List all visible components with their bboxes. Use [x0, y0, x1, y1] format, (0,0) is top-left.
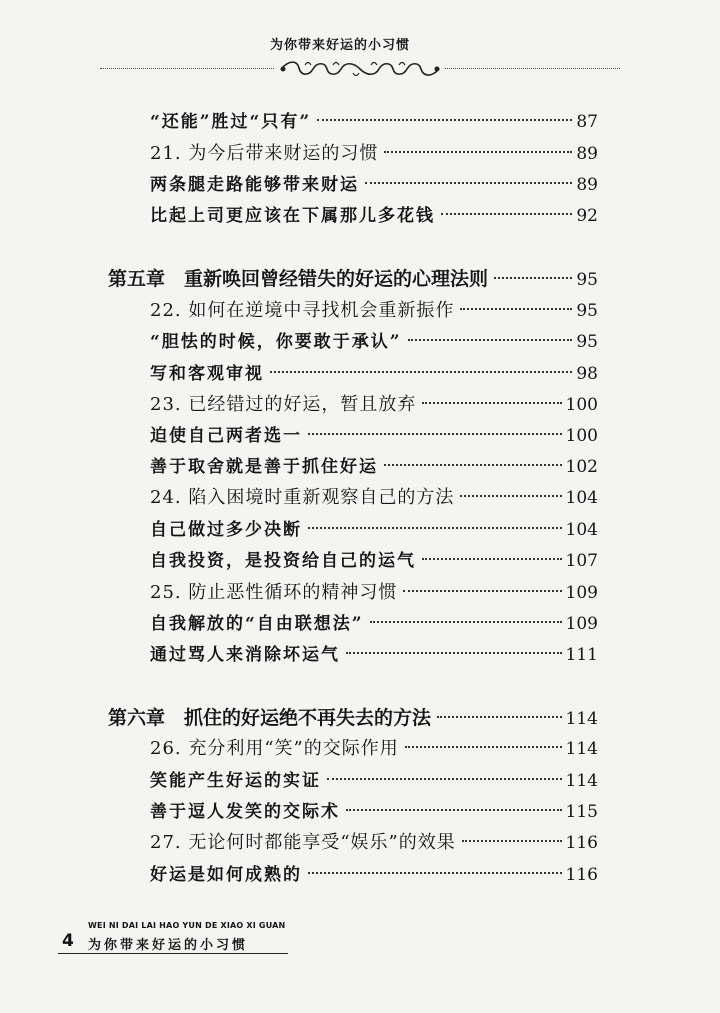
toc-chapter-entry[interactable] [108, 705, 598, 731]
toc-entry-page: 92 [576, 206, 598, 226]
toc-entry-page: 116 [565, 865, 598, 885]
toc-entry-page: 115 [565, 802, 598, 822]
dot-leader [308, 527, 562, 529]
toc-chapter-title: 第五章 重新唤回曾经错失的好运的心理法则 [108, 268, 489, 290]
dot-leader [462, 840, 562, 842]
toc-entry[interactable] [150, 517, 598, 543]
toc-entry-title: 两条腿走路能够带来财运 [150, 175, 359, 195]
dot-leader [405, 746, 562, 748]
dot-leader [494, 277, 572, 279]
toc-entry-page: 109 [565, 614, 598, 634]
dot-leader [365, 182, 572, 184]
toc-entry-page: 114 [565, 771, 598, 791]
toc-entry-title: 自我投资，是投资给自己的运气 [150, 551, 416, 571]
toc-entry[interactable] [150, 203, 598, 229]
toc-entry-page: 102 [565, 457, 598, 477]
toc-entry[interactable] [150, 485, 598, 511]
toc-entry[interactable] [150, 329, 598, 355]
footer-rule [58, 953, 288, 954]
dot-leader [270, 371, 572, 373]
toc-entry-title: 24. 陷入困境时重新观察自己的方法 [150, 487, 455, 508]
dot-leader [346, 652, 562, 654]
dot-leader [422, 402, 561, 404]
toc-entry-title: 比起上司更应该在下属那儿多花钱 [150, 206, 435, 226]
toc-entry-page: 107 [565, 551, 598, 571]
toc-entry-title: 自己做过多少决断 [150, 520, 302, 540]
toc-entry-title: 25. 防止恶性循环的精神习惯 [150, 582, 398, 603]
toc-entry[interactable] [150, 172, 598, 198]
toc-entry-title: 通过骂人来消除坏运气 [150, 645, 340, 665]
dot-leader [346, 809, 562, 811]
toc-entry-page: 98 [576, 364, 598, 384]
toc-entry[interactable] [150, 611, 598, 637]
footer-page-number: 4 [62, 931, 74, 951]
toc-entry-page: 104 [565, 520, 598, 540]
running-header-title: 为你带来好运的小习惯 [269, 38, 410, 53]
toc-entry-title: 21. 为今后带来财运的习惯 [150, 143, 379, 164]
toc-entry-page: 87 [576, 112, 598, 132]
toc-entry[interactable] [150, 141, 598, 167]
toc-chapter-entry[interactable] [108, 266, 598, 292]
toc-entry[interactable] [150, 799, 598, 825]
dot-leader [460, 495, 561, 497]
toc-entry-title: 写和客观审视 [150, 364, 264, 384]
dot-leader [403, 590, 561, 592]
toc-entry[interactable] [150, 580, 598, 606]
toc-entry-title: “还能”胜过“只有” [150, 112, 312, 132]
toc-entry[interactable] [150, 768, 598, 794]
toc-entry-title: 23. 已经错过的好运，暂且放弃 [150, 394, 417, 415]
toc-entry[interactable] [150, 862, 598, 888]
toc-entry-page: 114 [565, 709, 598, 729]
toc-entry-page: 100 [565, 395, 598, 415]
toc-entry-title: 27. 无论何时都能享受“娱乐”的效果 [150, 832, 456, 853]
toc-entry[interactable] [150, 109, 598, 135]
toc-entry[interactable] [150, 736, 598, 762]
dot-leader [308, 872, 562, 874]
dot-leader [384, 464, 562, 466]
toc-entry[interactable] [150, 298, 598, 324]
dot-leader [327, 778, 562, 780]
dot-leader [408, 339, 573, 341]
toc-entry[interactable] [150, 548, 598, 574]
toc-entry[interactable] [150, 642, 598, 668]
toc-entry[interactable] [150, 392, 598, 418]
toc-entry-page: 116 [565, 833, 598, 853]
toc-entry-title: 26. 充分利用“笑”的交际作用 [150, 738, 399, 759]
toc-entry-page: 89 [576, 144, 598, 164]
toc-entry-page: 104 [565, 488, 598, 508]
toc-chapter-title: 第六章 抓住的好运绝不再失去的方法 [108, 707, 432, 729]
dot-leader [460, 308, 572, 310]
toc-entry-title: 迫使自己两者选一 [150, 426, 302, 446]
toc-entry-page: 109 [565, 583, 598, 603]
dot-leader [308, 433, 562, 435]
dot-leader [384, 151, 572, 153]
dot-leader [317, 119, 572, 121]
toc-entry-title: 22. 如何在逆境中寻找机会重新振作 [150, 300, 455, 321]
toc-entry-title: 好运是如何成熟的 [150, 865, 302, 885]
toc-entry[interactable] [150, 423, 598, 449]
toc-entry-page: 95 [576, 332, 598, 352]
toc-entry-page: 111 [565, 645, 598, 665]
toc-entry-page: 100 [565, 426, 598, 446]
footer-book-title: 为你带来好运的小习惯 [88, 938, 249, 953]
dot-leader [370, 621, 562, 623]
dot-leader [437, 716, 562, 718]
toc-entry-title: 笑能产生好运的实证 [150, 771, 321, 791]
dot-leader [422, 558, 562, 560]
toc-entry-page: 95 [576, 301, 598, 321]
toc-entry-page: 114 [565, 739, 598, 759]
toc-entry-title: 善于逗人发笑的交际术 [150, 802, 340, 822]
footer-romanization: WEI NI DAI LAI HAO YUN DE XIAO XI GUAN [88, 921, 286, 930]
toc-entry-title: “胆怯的时候，你要敢于承认” [150, 332, 402, 352]
toc-entry[interactable] [150, 361, 598, 387]
toc-entry-title: 自我解放的“自由联想法” [150, 614, 364, 634]
toc-entry-title: 善于取舍就是善于抓住好运 [150, 457, 378, 477]
toc-entry-page: 95 [576, 270, 598, 290]
header-scroll-ornament-icon [275, 56, 445, 82]
dot-leader [441, 213, 572, 215]
toc-entry[interactable] [150, 830, 598, 856]
toc-entry[interactable] [150, 454, 598, 480]
toc-entry-page: 89 [576, 175, 598, 195]
